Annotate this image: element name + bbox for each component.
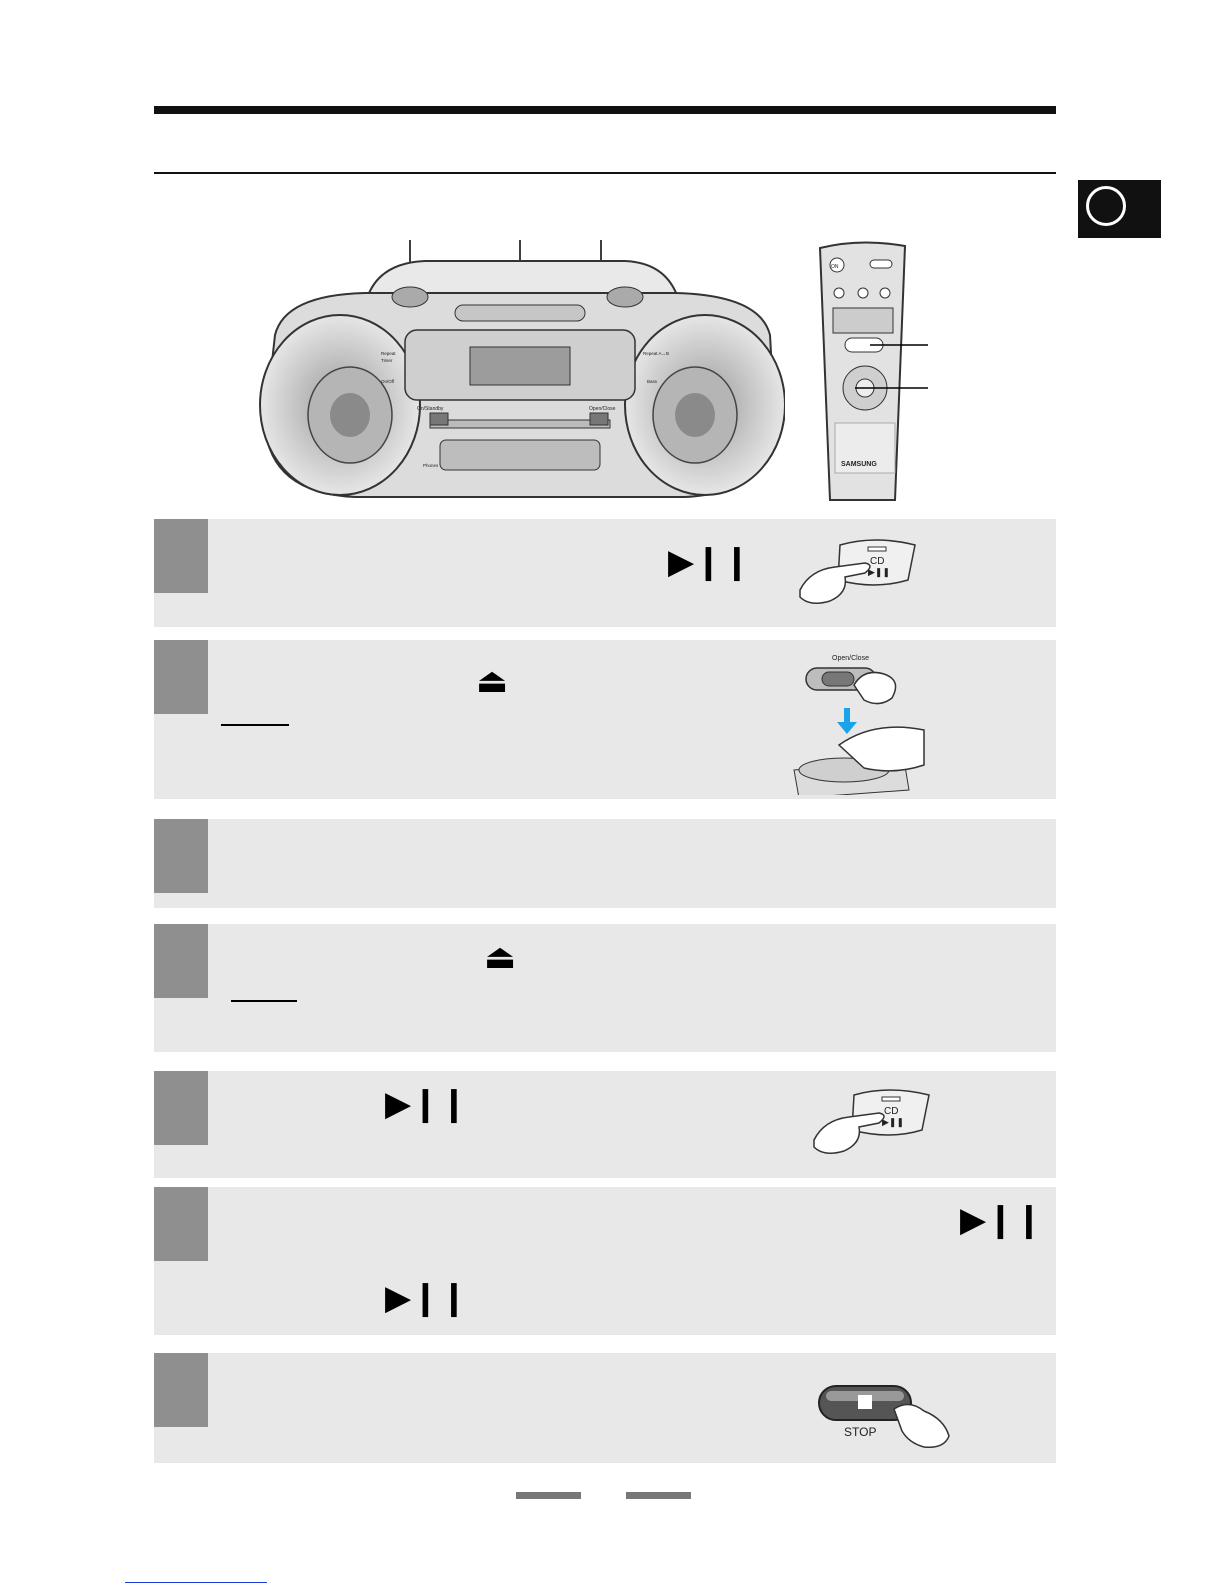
- stop-button-press-illustration: [814, 1381, 964, 1456]
- footer-bar-left: [516, 1492, 581, 1499]
- svg-text:CD: CD: [884, 1106, 899, 1117]
- svg-text:Repeat A↔B: Repeat A↔B: [643, 351, 670, 356]
- step-3: [154, 819, 1056, 908]
- bottom-link-line: [125, 1582, 267, 1583]
- step-6: [154, 1187, 1056, 1335]
- footer-bar-right: [626, 1492, 691, 1499]
- step-number-tab: [154, 819, 208, 893]
- play-pause-icon: ▶❙❙: [960, 1200, 1044, 1240]
- step-5: [154, 1071, 1056, 1178]
- header-rule-thick: [154, 106, 1056, 114]
- cd-button-press-illustration: [790, 535, 920, 615]
- underline-mark: [221, 724, 289, 726]
- step-1: [154, 519, 1056, 627]
- eject-icon: ⏏: [484, 937, 517, 977]
- svg-text:Phones: Phones: [423, 463, 439, 468]
- step-4: [154, 924, 1056, 1052]
- svg-text:Timer: Timer: [381, 358, 393, 363]
- svg-text:Open/Close: Open/Close: [589, 406, 616, 412]
- remote-illustration: [815, 238, 955, 503]
- step-number-tab: [154, 924, 208, 998]
- svg-text:SAMSUNG: SAMSUNG: [841, 461, 877, 468]
- svg-text:Bass: Bass: [647, 379, 658, 384]
- play-pause-icon: ▶❙❙: [385, 1278, 469, 1318]
- step-number-tab: [154, 1071, 208, 1145]
- svg-text:Open/Close: Open/Close: [832, 655, 869, 662]
- step-7: [154, 1353, 1056, 1463]
- svg-text:ON: ON: [831, 264, 839, 270]
- svg-text:CD: CD: [870, 556, 885, 567]
- open-close-insert-disc-illustration: [784, 650, 934, 795]
- step-number-tab: [154, 640, 208, 714]
- svg-text:▶❚❚: ▶❚❚: [882, 1117, 905, 1127]
- boombox-illustration: [255, 235, 785, 505]
- step-number-tab: [154, 519, 208, 593]
- play-pause-icon: ▶❙❙: [385, 1084, 469, 1124]
- header-rule-thin: [154, 172, 1056, 174]
- underline-mark: [231, 1000, 297, 1002]
- svg-text:STOP: STOP: [844, 1425, 877, 1439]
- play-pause-icon: ▶❙❙: [668, 542, 752, 582]
- cd-button-press-illustration: [804, 1085, 934, 1165]
- svg-text:On/Standby: On/Standby: [417, 406, 444, 412]
- eject-icon: ⏏: [476, 661, 509, 701]
- language-tab: [1078, 180, 1161, 238]
- step-2: [154, 640, 1056, 799]
- svg-text:On/Off: On/Off: [381, 379, 395, 384]
- svg-text:Repeat: Repeat: [381, 351, 396, 356]
- step-number-tab: [154, 1187, 208, 1261]
- step-number-tab: [154, 1353, 208, 1427]
- svg-text:▶❚❚: ▶❚❚: [868, 567, 891, 577]
- language-circle-icon: [1086, 186, 1126, 226]
